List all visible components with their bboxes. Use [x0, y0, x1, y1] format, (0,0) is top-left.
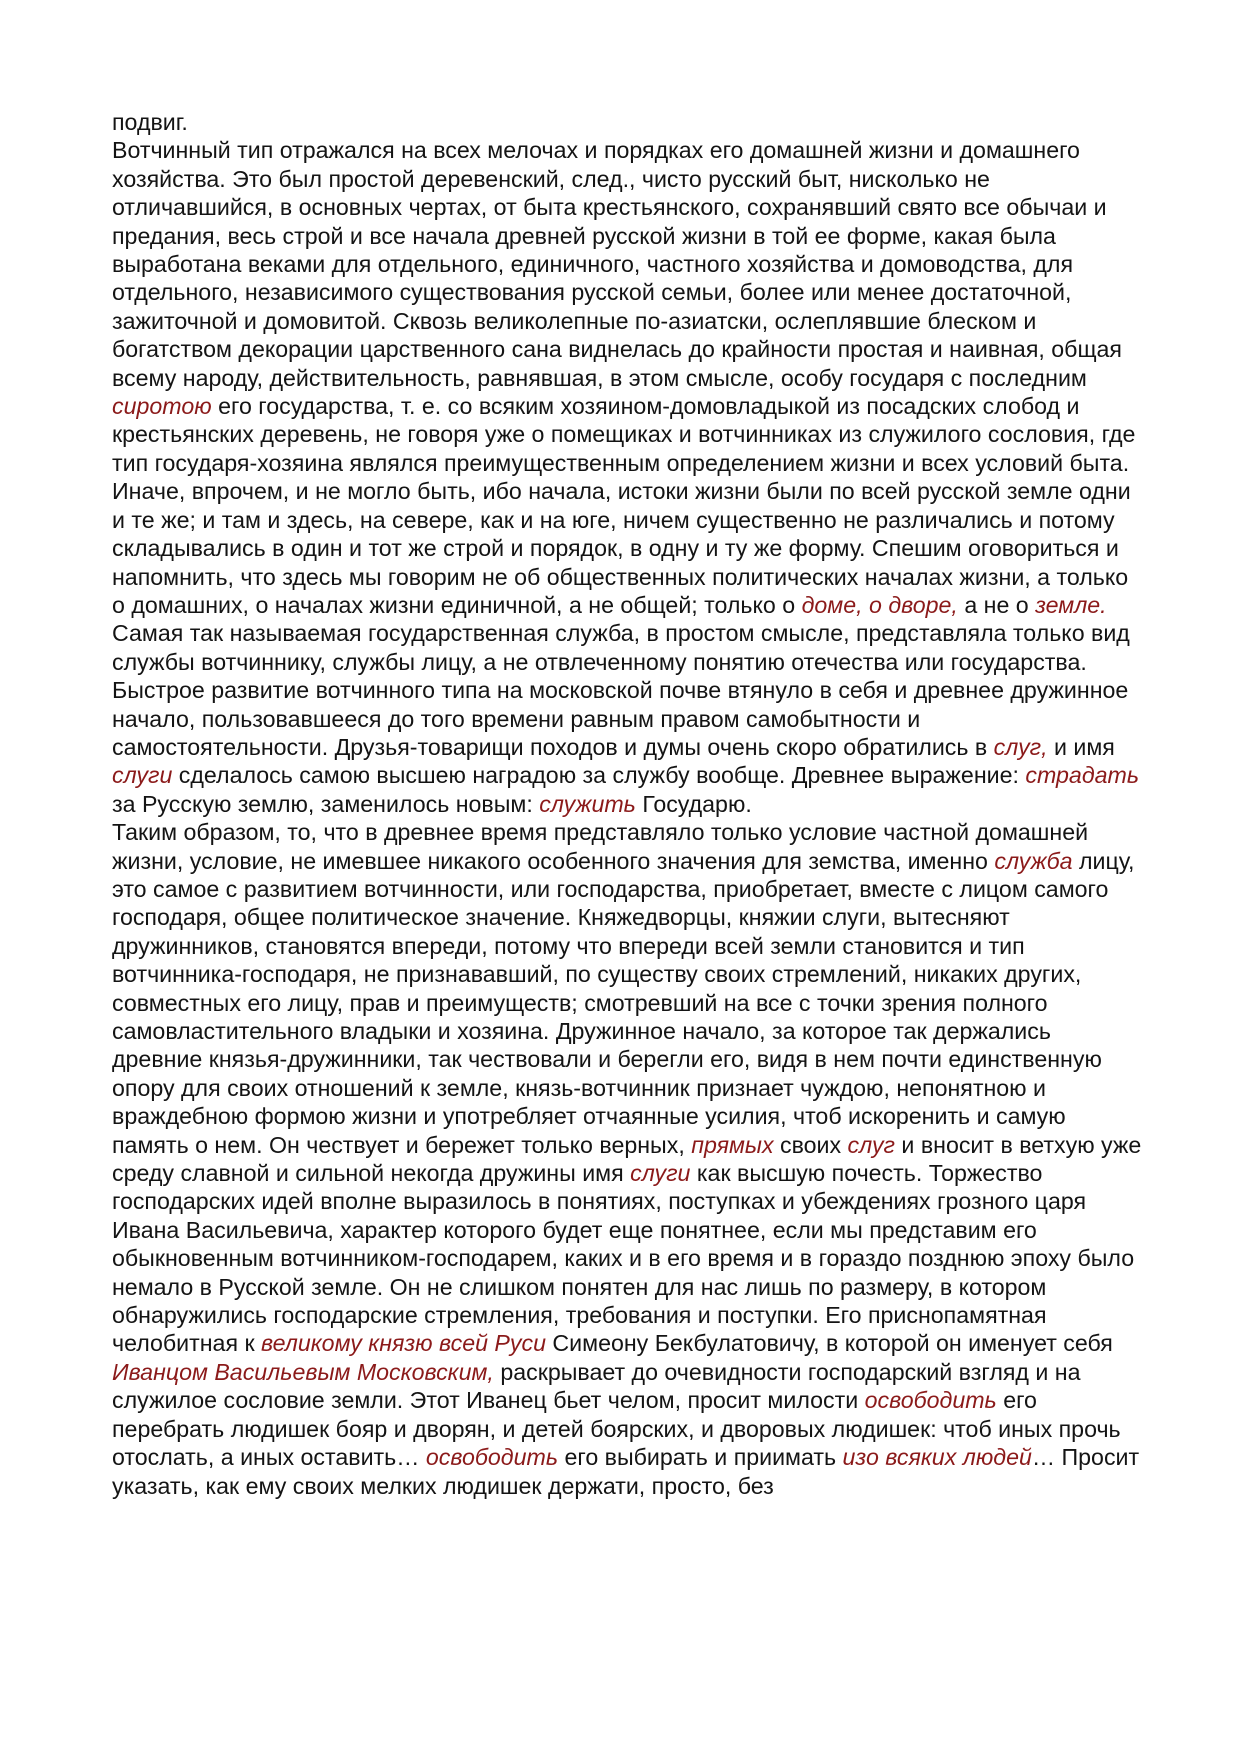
emphasized-phrase: освободить: [864, 1387, 997, 1414]
emphasized-phrase: земле.: [1035, 591, 1107, 618]
emphasized-phrase: прямых: [691, 1131, 774, 1158]
emphasized-phrase: изо всяких людей: [842, 1444, 1032, 1471]
paragraph: [112, 619, 1142, 818]
text-run: лицу, это самое с развитием вотчинности, или господарства, приобретает, вместе с лицом самого господаря, общее политическое значение. Княжедворцы, княжии слуги, вытесняют дружинников, становятся впереди, потому что впереди всей земли становится и тип вотчинника-господаря, не признававший, по существу своих стремлений, никаких других, совместных его лицу, прав и преимуществ; смотревший на все с точки зрения полного самовластительного владыки и хозяина. Дружинное начало, за которое так держались древние князья-дружинники, так чествовали и берегли его, видя в нем почти единственную опору для своих отношений к земле, князь-вотчинник признает чуждою, непонятною и враждебною формою жизни и употребляет отчаянные усилия, чтоб искоренить и самую память о нем. Он чествует и бережет только верных,: [112, 847, 1135, 1158]
text-run: его выбирать и приимать: [558, 1444, 843, 1471]
emphasized-phrase: освободить: [425, 1444, 559, 1471]
text-run: Самая так называемая государственная служба, в простом смысле, представляла только вид службы вотчиннику, службы лицу, а не отвлеченному понятию отечества или государства. Быстрое развитие вотчинного типа на московской почве втянуло в себя и древнее дружинное начало, пользовавшееся до того времени равным правом самобытности и самостоятельности. Друзья-товарищи походов и думы очень скоро обратились в: [112, 620, 1130, 760]
emphasized-phrase: слуг: [847, 1131, 895, 1158]
text-run: подвиг.: [112, 109, 188, 135]
text-run: Таким образом, то, что в древнее время представляло только условие частной домашней жизни, условие, не имевшее никакого особенного значения для земства, именно: [112, 819, 1089, 874]
text-run: как высшую почесть. Торжество господарских идей вполне выразилось в понятиях, поступках и убеждениях грозного царя Ивана Васильевича, характер которого будет еще понятнее, если мы представим его обыкновенным вотчинником-господарем, каких и в его время и в гораздо позднюю эпоху было немало в Русской земле. Он не слишком понятен для нас лишь по размеру, в котором обнаружились господарские стремления, требования и поступки. Его приснопамятная челобитная к: [112, 1160, 1135, 1357]
emphasized-phrase: великому князю всей Руси: [261, 1330, 546, 1357]
paragraph: [112, 818, 1142, 1500]
text-run: и вносит в ветхую уже среду славной и сильной некогда дружины имя: [112, 1131, 1142, 1187]
text-run: сделалось самою высшею наградою за службу вообще. Древнее выражение:: [172, 762, 1026, 789]
text-run: а не о: [957, 591, 1036, 618]
text-run: и имя: [1047, 733, 1115, 760]
emphasized-phrase: служить: [539, 790, 636, 817]
text-run: Государю.: [635, 790, 752, 817]
paragraph: [112, 108, 1142, 136]
emphasized-phrase: сиротою: [112, 393, 212, 420]
text-run: своих: [773, 1131, 848, 1158]
text-run: раскрывает до очевидности господарский взгляд и на служилое сословие земли. Этот Иванец бьет челом, просит милости: [112, 1358, 1081, 1414]
emphasized-phrase: слуги: [112, 762, 173, 789]
text-run: … Просит указать, как ему своих мелких людишек держати, просто, без: [112, 1444, 1140, 1499]
emphasized-phrase: страдать: [1025, 762, 1140, 789]
text-run: за Русскую землю, заменилось новым:: [112, 790, 540, 817]
text-run: Симеону Бекбулатовичу, в которой он именует себя: [545, 1330, 1113, 1357]
document-body: [112, 108, 1142, 1500]
emphasized-phrase: слуги: [630, 1160, 691, 1187]
text-run: Вотчинный тип отражался на всех мелочах и порядках его домашней жизни и домашнего хозяйства. Это был простой деревенский, след., чисто русский быт, нисколько не отличавшийся, в основных чертах, от быта крестьянского, сохранявший свято все обычаи и предания, весь строй и все начала древней русской жизни в той ее форме, какая была выработана веками для отдельного, единичного, частного хозяйства и домоводства, для отдельного, независимого существования русской семьи, более или менее достаточной, зажиточной и домовитой. Сквозь великолепные по-азиатски, ослеплявшие блеском и богатством декорации царственного сана виднелась до крайности простая и наивная, общая всему народу, действительность, равнявшая, в этом смысле, особу государя с последним: [112, 137, 1122, 391]
emphasized-phrase: служба: [994, 847, 1073, 874]
emphasized-phrase: слуг,: [993, 733, 1048, 760]
emphasized-phrase: Иванцом Васильевым Московским,: [112, 1358, 494, 1385]
emphasized-phrase: доме, о дворе,: [801, 591, 958, 618]
paragraph: [112, 136, 1142, 619]
text-run: его государства, т. е. со всяким хозяином-домовладыкой из посадских слобод и крестьянских деревень, не говоря уже о помещиках и вотчинниках из служилого сословия, где тип государя-хозяина являлся преимущественным определением жизни и всех условий быта. Иначе, впрочем, и не могло быть, ибо начала, истоки жизни были по всей русской земле одни и те же; и там и здесь, на севере, как и на юге, ничем существенно не различались и потому складывались в один и тот же строй и порядок, в одну и ту же форму. Спешим оговориться и напомнить, что здесь мы говорим не об общественных политических началах жизни, а только о домашних, о началах жизни единичной, а не общей; только о: [112, 393, 1136, 618]
text-run: его перебрать людишек бояр и дворян, и детей боярских, и дворовых людишек: чтоб иных прочь отослать, а иных оставить…: [112, 1387, 1121, 1471]
document-page: [112, 108, 1142, 1500]
